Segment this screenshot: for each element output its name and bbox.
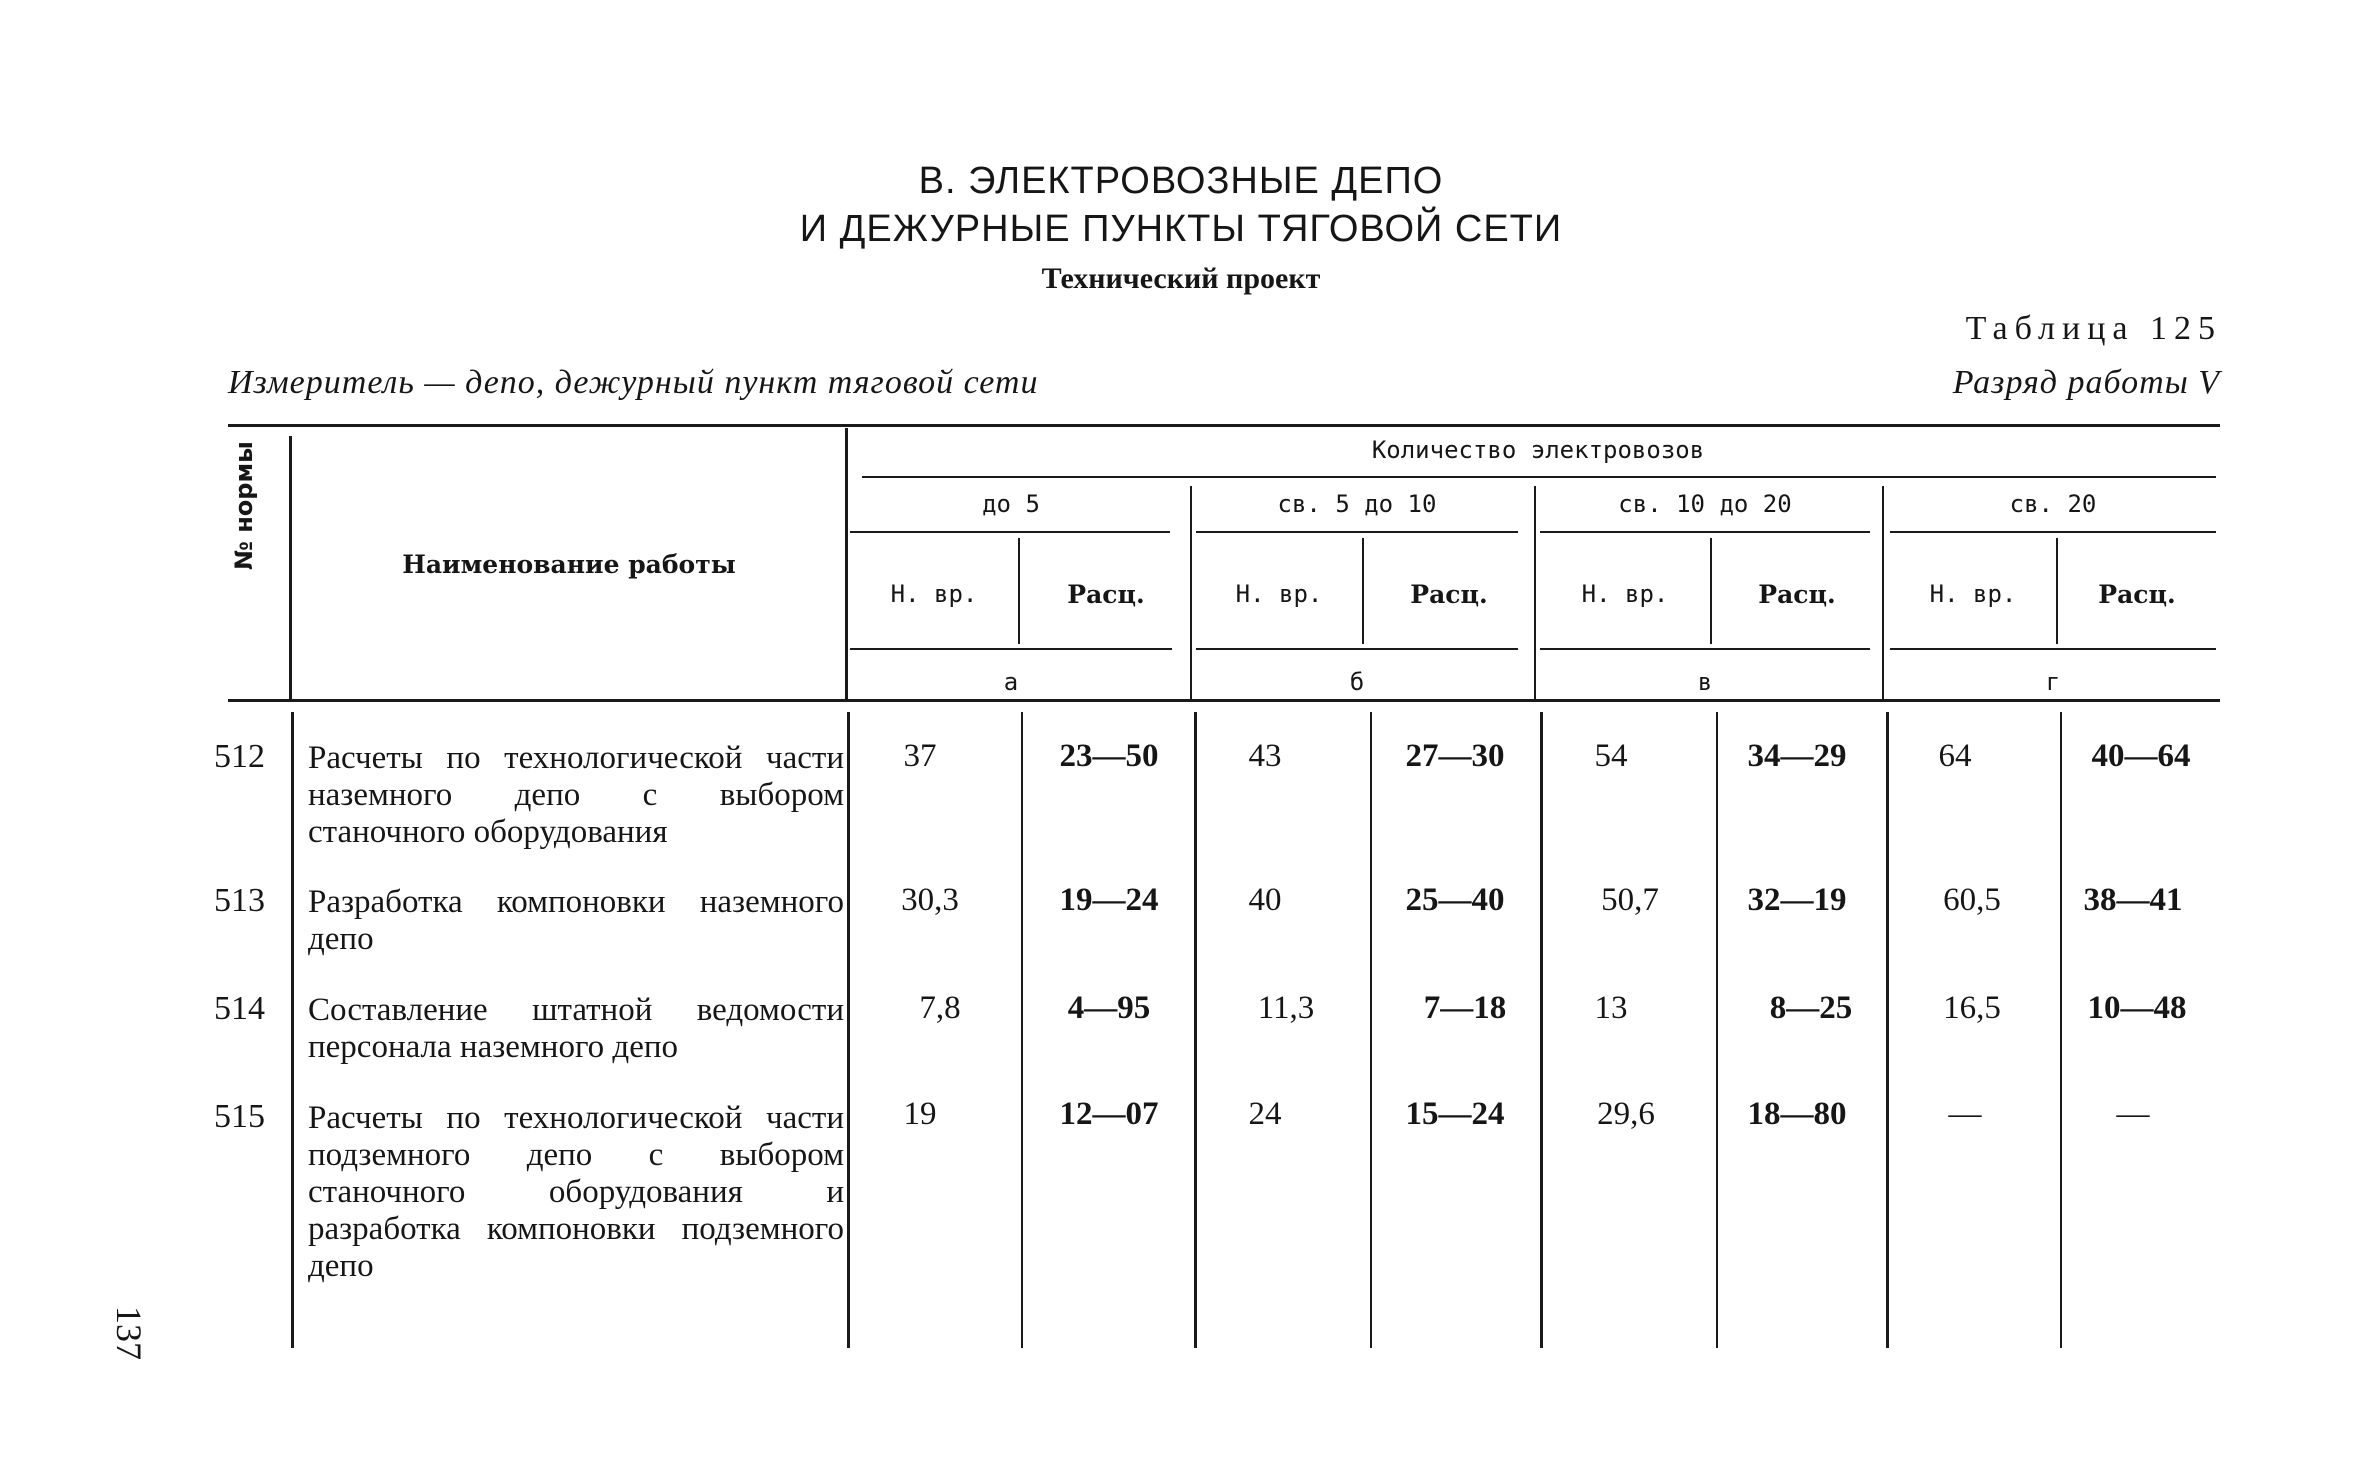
column-letter-b: б [1349, 668, 1365, 696]
subheader-time: Н. вр. [1929, 580, 2017, 608]
header-norm-number: № нормы [230, 441, 258, 570]
section-subtitle: Технический проект [1041, 262, 1321, 295]
work-name: Составление штатной ведомости персонала наземного депо [308, 992, 844, 1065]
work-name: Расчеты по технологической части наземного депо с выбором станочного оборудования [308, 740, 844, 850]
subheader-time: Н. вр. [890, 580, 978, 608]
section-title-line1: В. ЭЛЕКТРОВОЗНЫЕ ДЕПО [918, 160, 1444, 202]
subheader-rate: Расц. [1410, 580, 1488, 609]
subheader-rate: Расц. [2098, 580, 2176, 609]
page-number: 137 [109, 1306, 149, 1360]
grade-text: Разряд работы V [1952, 364, 2220, 401]
value-time-b: 43 [1248, 738, 1282, 774]
value-time-a: 19 [903, 1096, 937, 1132]
table-label: Таблица 125 [1965, 310, 2222, 347]
value-rate-a: 12—07 [1059, 1096, 1159, 1132]
value-time-b: 11,3 [1257, 990, 1315, 1026]
value-rate-b: 25—40 [1405, 882, 1505, 918]
value-time-g: 60,5 [1943, 882, 2001, 918]
value-rate-v: 34—29 [1747, 738, 1847, 774]
range-header-2: св. 5 до 10 [1277, 490, 1437, 518]
value-time-g: 64 [1938, 738, 1972, 774]
value-rate-g: 38—41 [2083, 882, 2183, 918]
value-rate-v: 32—19 [1747, 882, 1847, 918]
subheader-rate: Расц. [1067, 580, 1145, 609]
value-rate-a: 4—95 [1067, 990, 1151, 1026]
subheader-rate: Расц. [1758, 580, 1836, 609]
header-work-name: Наименование работы [402, 550, 736, 579]
norm-number: 513 [214, 882, 265, 919]
column-letter-v: в [1697, 668, 1713, 696]
column-letter-g: г [2045, 668, 2061, 696]
value-time-g: — [1948, 1096, 1982, 1132]
value-rate-b: 15—24 [1405, 1096, 1505, 1132]
value-rate-v: 18—80 [1747, 1096, 1847, 1132]
norm-number: 514 [214, 990, 265, 1027]
value-rate-b: 27—30 [1405, 738, 1505, 774]
range-header-3: св. 10 до 20 [1618, 490, 1792, 518]
value-time-g: 16,5 [1943, 990, 2001, 1026]
value-rate-g: 10—48 [2087, 990, 2187, 1026]
subheader-time: Н. вр. [1235, 580, 1323, 608]
work-name: Разработка компоновки наземного депо [308, 884, 844, 957]
value-rate-a: 19—24 [1059, 882, 1159, 918]
range-header-1: до 5 [982, 490, 1040, 518]
value-rate-b: 7—18 [1423, 990, 1507, 1026]
subheader-time: Н. вр. [1581, 580, 1669, 608]
value-time-b: 40 [1248, 882, 1282, 918]
range-header-4: св. 20 [2009, 490, 2097, 518]
column-letter-a: а [1003, 668, 1019, 696]
measurer-text: Измеритель — депо, дежурный пункт тяговой сети [228, 364, 1039, 401]
norm-number: 515 [214, 1098, 265, 1135]
value-rate-v: 8—25 [1769, 990, 1853, 1026]
work-name: Расчеты по технологической части подземного депо с выбором станочного оборудования и разработка компоновки подземного депо [308, 1100, 844, 1284]
value-rate-a: 23—50 [1059, 738, 1159, 774]
value-time-v: 54 [1594, 738, 1628, 774]
section-title-line2: И ДЕЖУРНЫЕ ПУНКТЫ ТЯГОВОЙ СЕТИ [799, 208, 1563, 250]
value-time-v: 50,7 [1601, 882, 1659, 918]
norm-number: 512 [214, 738, 265, 775]
value-rate-g: 40—64 [2091, 738, 2191, 774]
value-rate-g: — [2116, 1096, 2150, 1132]
value-time-v: 13 [1594, 990, 1628, 1026]
value-time-a: 7,8 [919, 990, 961, 1026]
value-time-v: 29,6 [1597, 1096, 1655, 1132]
value-time-a: 30,3 [901, 882, 959, 918]
value-time-a: 37 [903, 738, 937, 774]
value-time-b: 24 [1248, 1096, 1282, 1132]
header-locomotive-count: Количество электровозов [1371, 436, 1705, 464]
